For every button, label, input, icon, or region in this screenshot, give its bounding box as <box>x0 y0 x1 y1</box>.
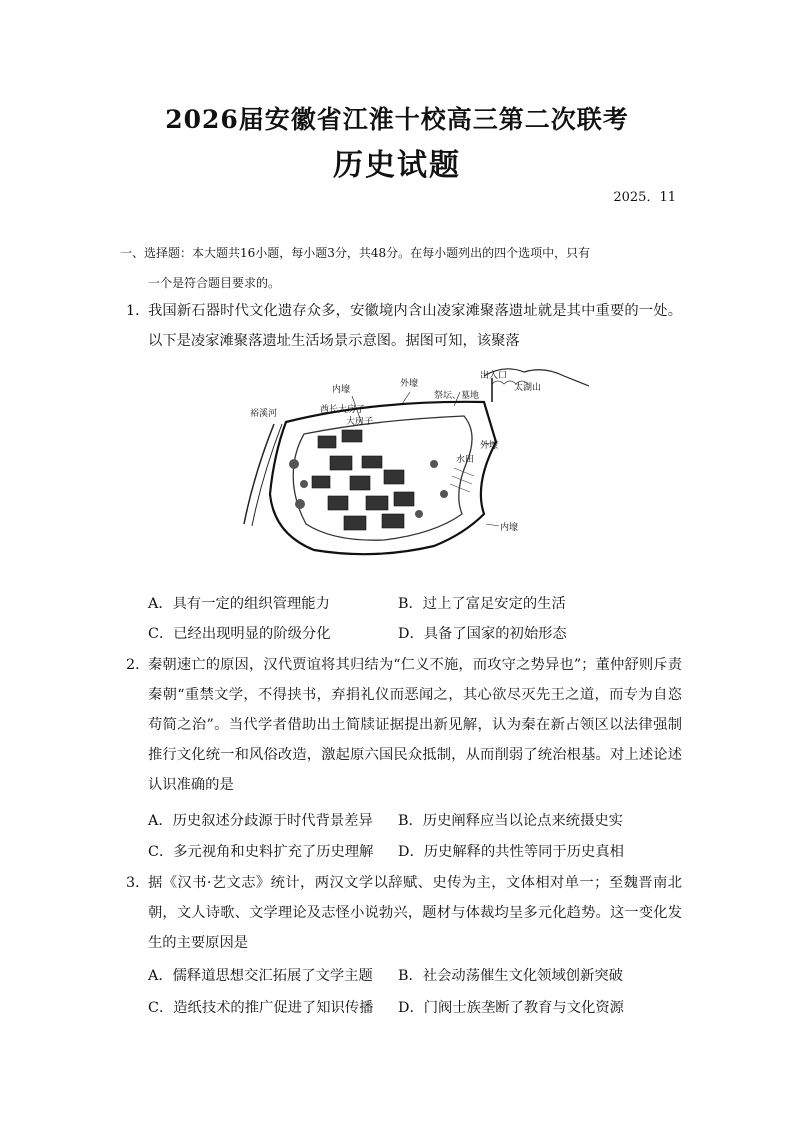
question-3-stem: 据《汉书·艺文志》统计，两汉文学以辞赋、史传为主，文体相对单一；至魏晋南北朝，文人诗歌、文学理论及志怪小说勃兴，题材与体裁均呈多元化趋势。这一变化发生的主要原因是 <box>148 875 682 951</box>
option-d[interactable]: D．历史解释的共性等同于历史真相 <box>398 844 624 860</box>
settlement-diagram <box>234 364 598 564</box>
option-a[interactable]: A．儒释道思想交汇拓展了文学主题 <box>148 968 373 984</box>
instructions-line-2: 一个是符合题目要求的。 <box>148 276 281 290</box>
question-3-number: 3． <box>126 875 150 891</box>
section-instructions <box>120 238 680 298</box>
option-d[interactable]: D．具备了国家的初始形态 <box>398 626 567 642</box>
label-outer-moat-right: 外壕 <box>480 441 499 451</box>
label-inner-moat-bottom: 内壕 <box>500 523 519 533</box>
option-c[interactable]: C．造纸技术的推广促进了知识传播 <box>148 1000 374 1016</box>
label-big-house: 大房子 <box>346 417 374 427</box>
question-1-number: 1． <box>126 303 150 319</box>
label-chief-house: 酋长大房子 <box>320 405 366 415</box>
label-outer-moat-top: 外壕 <box>400 379 419 389</box>
exam-date: 2025．11 <box>613 190 676 205</box>
option-c[interactable]: C．多元视角和史料扩充了历史理解 <box>148 844 374 860</box>
option-c[interactable]: C．已经出现明显的阶级分化 <box>148 626 331 642</box>
option-b[interactable]: B．社会动荡催生文化领域创新突破 <box>398 968 623 984</box>
option-a[interactable]: A．具有一定的组织管理能力 <box>148 596 330 612</box>
label-taihu-mountain: 太湖山 <box>514 383 542 393</box>
label-altar-cemetery: 祭坛、墓地 <box>434 391 480 401</box>
instructions-line-1: 一、选择题：本大题共16小题，每小题3分，共48分。在每小题列出的四个选项中，只有 <box>120 246 591 260</box>
label-entrance: 出入口 <box>480 371 508 381</box>
option-d[interactable]: D．门阀士族垄断了教育与文化资源 <box>398 1000 624 1016</box>
label-paddy-field: 水田 <box>456 455 475 465</box>
question-1 <box>126 296 682 356</box>
exam-title: 2026届安徽省江淮十校高三第二次联考 <box>165 105 629 134</box>
settlement-map-image <box>234 364 598 564</box>
option-a[interactable]: A．历史叙述分歧源于时代背景差异 <box>148 813 373 829</box>
question-2-number: 2． <box>126 657 150 673</box>
exam-subject: 历史试题 <box>333 148 461 183</box>
question-2-stem: 秦朝速亡的原因，汉代贾谊将其归结为“仁义不施，而攻守之势异也”；董仲舒则斥责秦朝“重禁文学，不得挟书，弃捐礼仪而恶闻之，其心欲尽灭先王之道，而专为自恣苟简之治”。当代学者借助出土简牍证据提出新见解，认为秦在新占领区以法律强制推行文化统一和风俗改造，激起原六国民众抵制，从而削弱了统治根基。对上述论述认识准确的是 <box>148 657 682 793</box>
option-b[interactable]: B．过上了富足安定的生活 <box>398 596 566 612</box>
question-3 <box>126 868 682 958</box>
question-1-stem: 我国新石器时代文化遗存众多，安徽境内含山凌家滩聚落遗址就是其中重要的一处。以下是凌家滩聚落遗址生活场景示意图。据图可知，该聚落 <box>148 303 682 349</box>
label-yuxi-river: 裕溪河 <box>250 409 278 419</box>
question-2 <box>126 650 682 800</box>
label-inner-moat-top: 内壕 <box>332 385 351 395</box>
option-b[interactable]: B．历史阐释应当以论点来统摄史实 <box>398 813 623 829</box>
